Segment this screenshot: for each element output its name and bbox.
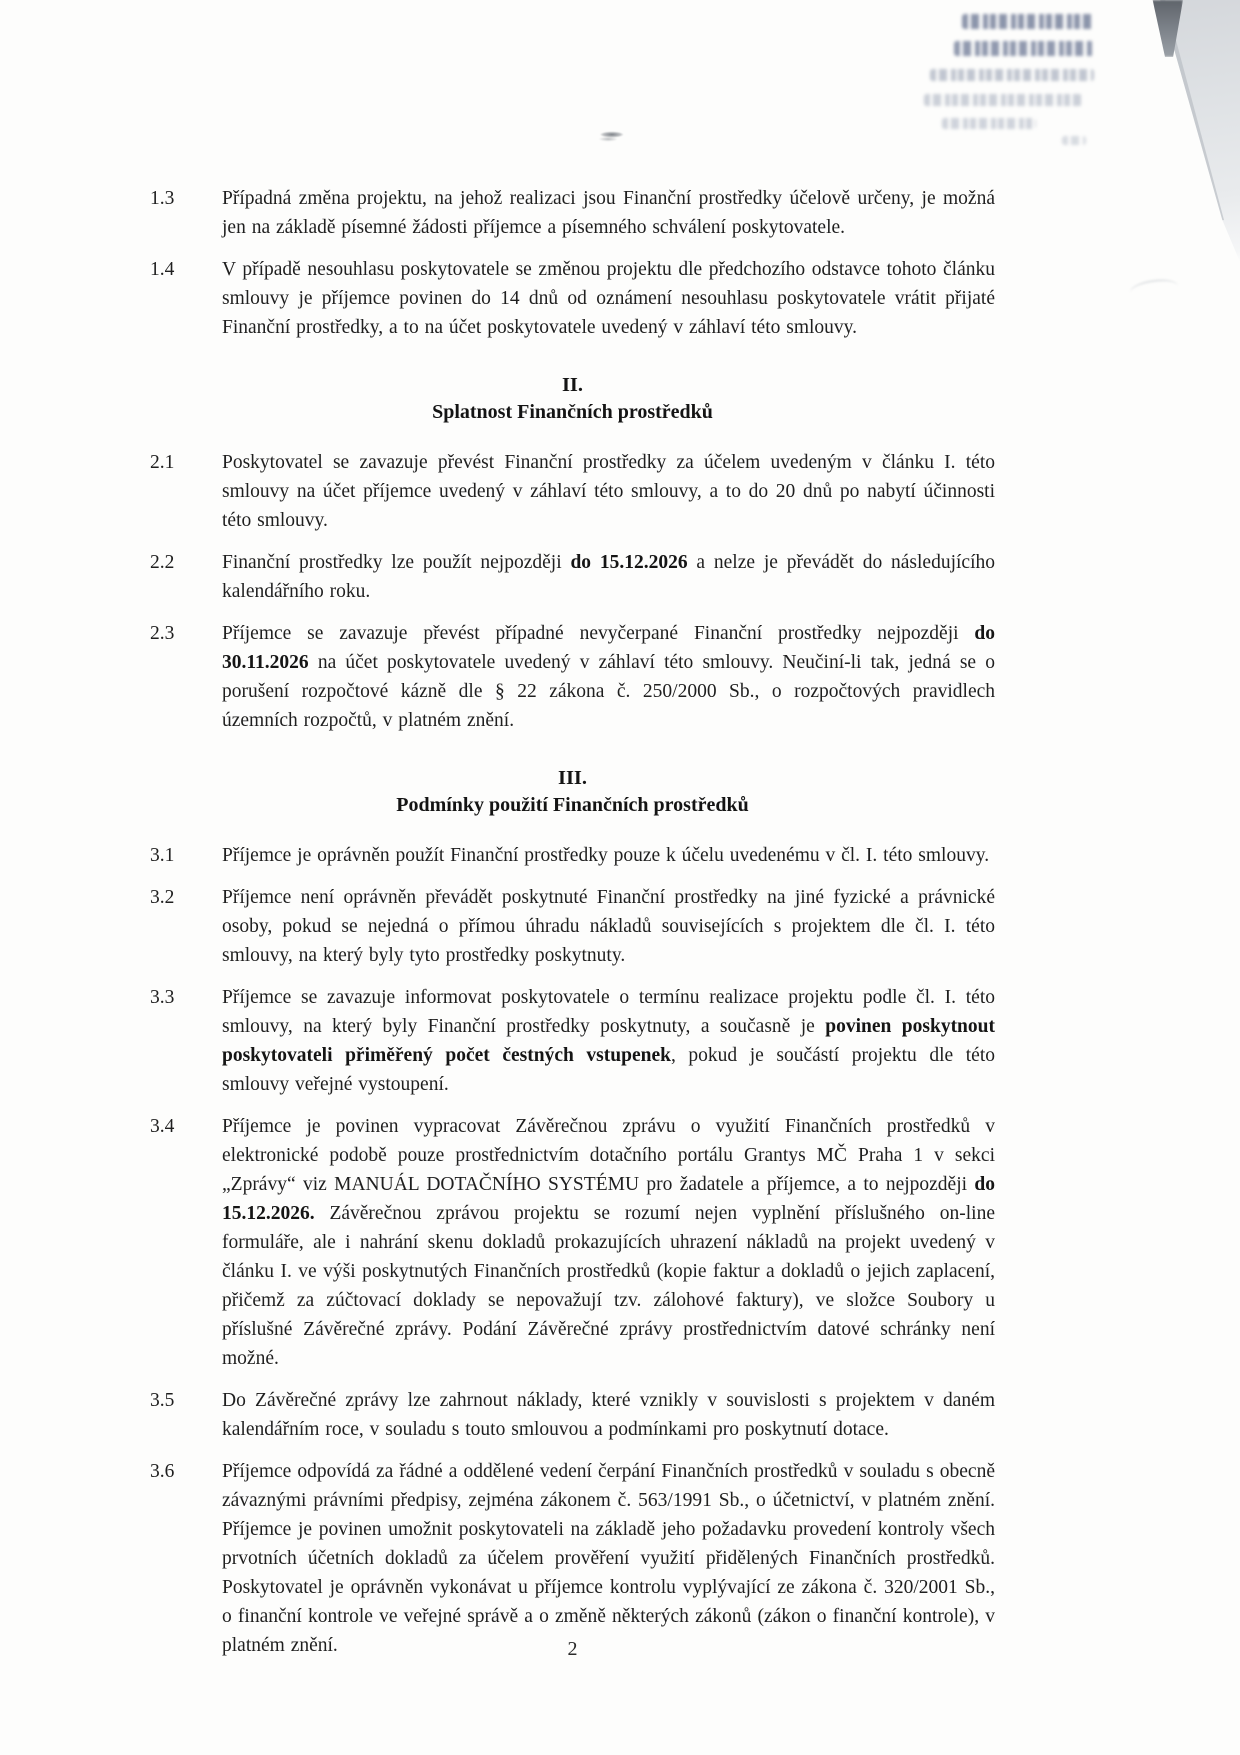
ink-smudge [592, 130, 628, 143]
clause-number: 1.4 [150, 259, 175, 280]
contract-clause [150, 448, 995, 535]
clause-text: Případná změna projektu, na jehož realizaci jsou Finanční prostředky účelově určeny, je možná jen na základě písemné žádosti příjemce a písemného schválení poskytovatele. [222, 188, 995, 238]
faded-stamp [920, 14, 1110, 145]
contract-clause [150, 983, 995, 1099]
article-title: Splatnost Finančních prostředků [432, 401, 713, 423]
stamp-line [954, 41, 1094, 56]
clause-number: 3.1 [150, 845, 175, 866]
article-heading [150, 372, 995, 426]
clause-text: Příjemce není oprávněn převádět poskytnuté Finanční prostředky na jiné fyzické a právnické osoby, pokud se nejedná o přímou úhradu nákladů souvisejících s projektem dle čl. I. této smlouvy, na který byly tyto prostředky poskytnuty. [222, 887, 995, 966]
contract-clause [150, 1457, 995, 1660]
contract-clause [150, 1386, 995, 1444]
clause-number: 2.1 [150, 452, 175, 473]
clause-text: Finanční prostředky lze použít nejpozději do 15.12.2026 a nelze je převádět do následujícího kalendářního roku. [222, 552, 995, 602]
contract-clause [150, 619, 995, 735]
contract-clause [150, 1112, 995, 1373]
article-title: Podmínky použití Finančních prostředků [396, 794, 749, 816]
stamp-line [942, 118, 1036, 129]
clause-number: 3.5 [150, 1390, 175, 1411]
clause-text: Příjemce odpovídá za řádné a oddělené vedení čerpání Finančních prostředků v souladu s obecně závaznými právními předpisy, zejména zákonem č. 563/1991 Sb., o účetnictví, v platném znění. Příjemce je povinen umožnit poskytovateli na základě jeho požadavku provedení kontroly všech prvotních účetních dokladů za účelem prověření využití přidělených Finančních prostředků. Poskytovatel je oprávněn vykonávat u příjemce kontrolu vyplývající ze zákona č. 320/2001 Sb., o finanční kontrole ve veřejné správě a o změně některých zákonů (zákon o finanční kontrole), v platném znění. [222, 1461, 995, 1656]
article-number: III. [557, 767, 588, 789]
clause-number: 1.3 [150, 188, 175, 209]
clause-text: Poskytovatel se zavazuje převést Finanční prostředky za účelem uvedeným v článku I. této smlouvy na účet příjemce uvedený v záhlaví této smlouvy, a to do 20 dnů po nabytí účinnosti této smlouvy. [222, 452, 995, 531]
article-heading [150, 765, 995, 819]
clause-number: 3.6 [150, 1461, 175, 1482]
document-content [150, 184, 995, 1673]
clause-number: 3.4 [150, 1116, 175, 1137]
contract-clause [150, 184, 995, 242]
clause-text: Příjemce se zavazuje informovat poskytovatele o termínu realizace projektu podle čl. I. této smlouvy, na který byly Finanční prostředky poskytnuty, a současně je povinen poskytnout poskytovateli přiměřený počet čestných vstupenek, pokud je součástí projektu dle této smlouvy veřejné vystoupení. [222, 987, 995, 1095]
clause-number: 3.3 [150, 987, 175, 1008]
contract-clause [150, 883, 995, 970]
article-number: II. [561, 374, 584, 396]
clause-text: Příjemce je povinen vypracovat Závěrečnou zprávu o využití Finančních prostředků v elektronické podobě pouze prostřednictvím dotačního portálu Grantys MČ Praha 1 v sekci „Zprávy“ viz MANUÁL DOTAČNÍHO SYSTÉMU pro žadatele a příjemce, a to nejpozději do 15.12.2026. Závěrečnou zprávou projektu se rozumí nejen vyplnění příslušného on-line formuláře, ale i nahrání skenu dokladů prokazujících uhrazení nákladů na projekt uvedený v článku I. ve výši poskytnutých Finančních prostředků (kopie faktur a dokladů o jejich zaplacení, přičemž za zúčtovací doklady se nepovažují tzv. zálohové faktury), ve složce Soubory u příslušné Závěrečné zprávy. Podání Závěrečné zprávy prostřednictvím datové schránky není možné. [222, 1116, 995, 1369]
clause-text: Příjemce je oprávněn použít Finanční prostředky pouze k účelu uvedenému v čl. I. této smlouvy. [222, 845, 990, 866]
clause-number: 3.2 [150, 887, 175, 908]
contract-clause [150, 841, 995, 870]
clause-number: 2.2 [150, 552, 175, 573]
clause-text: Do Závěrečné zprávy lze zahrnout náklady, které vznikly v souvislosti s projektem v daném kalendářním roce, v souladu s touto smlouvou a podmínkami pro poskytnutí dotace. [222, 1390, 995, 1440]
page-corner-fold [1156, 0, 1240, 262]
stamp-line [930, 69, 1094, 81]
stamp-line [962, 14, 1094, 29]
clause-text: V případě nesouhlasu poskytovatele se změnou projektu dle předchozího odstavce tohoto článku smlouvy je příjemce povinen do 14 dnů od oznámení nesouhlasu poskytovatele vrátit přijaté Finanční prostředky, a to na účet poskytovatele uvedený v záhlaví této smlouvy. [222, 259, 995, 338]
clause-text: Příjemce se zavazuje převést případné nevyčerpané Finanční prostředky nejpozději do 30.11.2026 na účet poskytovatele uvedený v záhlaví této smlouvy. Neučiní-li tak, jedná se o porušení rozpočtové kázně dle § 22 zákona č. 250/2000 Sb., o rozpočtových pravidlech územních rozpočtů, v platném znění. [222, 623, 995, 731]
page-number: 2 [567, 1638, 578, 1660]
stamp-line [924, 94, 1082, 106]
scan-scratch [1129, 277, 1179, 302]
stamp-line [1062, 136, 1086, 145]
contract-clause [150, 255, 995, 342]
clause-number: 2.3 [150, 623, 175, 644]
contract-clause [150, 548, 995, 606]
